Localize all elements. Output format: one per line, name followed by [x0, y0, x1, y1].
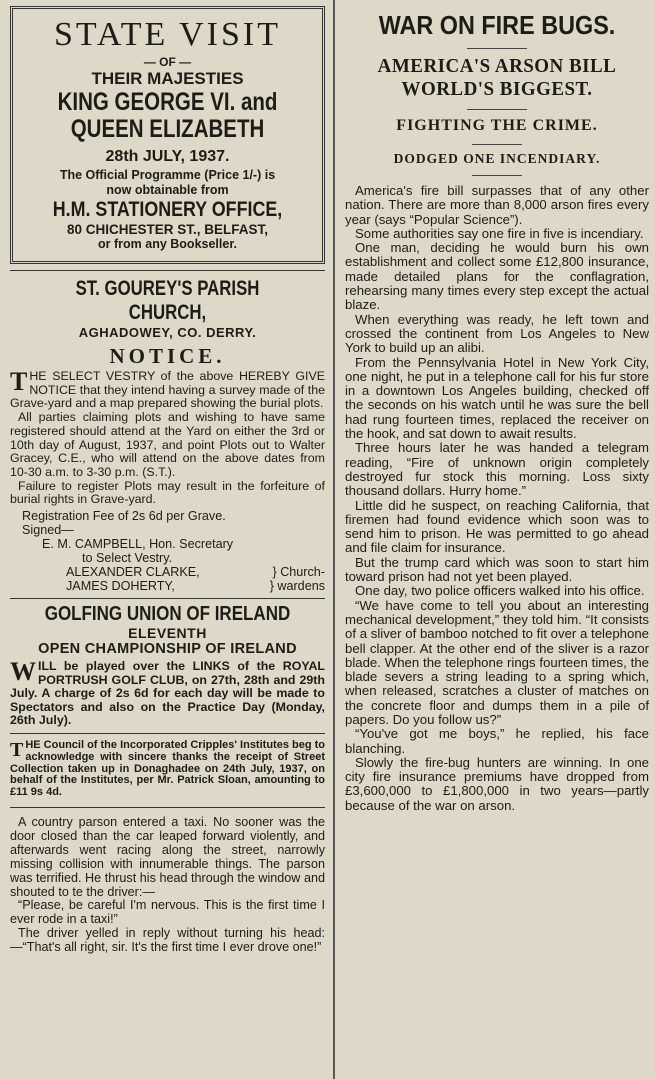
state-visit-queen: QUEEN ELIZABETH [70, 115, 265, 143]
golf-body: WILL be played over the LINKS of the ROYAL PORTRUSH GOLF CLUB, on 27th, 28th and 29th July. A charge of 2s 6d for each day will be made to Spectators and also on the Practice Day (Monday, 26th July). [10, 657, 325, 728]
church-title: ST. GOUREY'S PARISH CHURCH, [75, 277, 260, 324]
article-paragraph: Little did he suspect, on reaching California, that firemen had found evidence which soon was to send him to prison. He was permitted to go ahead and file claim for insurance. [345, 497, 649, 556]
divider [10, 733, 325, 734]
article-paragraph: When everything was ready, he left town and crossed the continent from Los Angeles to New York to build up an alibi. [345, 311, 649, 356]
divider [10, 598, 325, 599]
article-subhead-1: AMERICA'S ARSON BILL WORLD'S BIGGEST. [377, 55, 617, 100]
taxi-story [10, 816, 325, 955]
article-paragraph: But the trump card which was soon to start him toward prison had not yet been played. [345, 554, 649, 585]
state-visit-programme-2: now obtainable from [106, 183, 229, 197]
golf-open: OPEN CHAMPIONSHIP OF IRELAND [38, 641, 297, 658]
divider [10, 807, 325, 808]
article-paragraph: Slowly the fire-bug hunters are winning. In one city fire insurance premiums have dropped from £3,600,000 to £1,800,000 in two years—partly because of the war on arson. [345, 754, 649, 813]
golf-eleventh: ELEVENTH [128, 625, 207, 642]
article-paragraph: “You've got me boys,” he replied, his face blanching. [345, 726, 649, 756]
article-headline: WAR ON FIRE BUGS. [378, 10, 616, 40]
state-visit-king: KING GEORGE VI. and [57, 88, 278, 116]
state-visit-programme-1: The Official Programme (Price 1/-) is [59, 168, 276, 182]
golf-notice [10, 603, 325, 728]
state-visit-address: 80 CHICHESTER ST., BELFAST, [66, 222, 269, 237]
article-body [345, 184, 649, 813]
article-paragraph: One man, deciding he would burn his own establishment and collect some £12,800 insurance, made detailed plans for the conflagration, rehearsing many times every step except the actual blaze. [345, 240, 649, 313]
church-para-3: Failure to register Plots may result in the forfeiture of burial rights in Grave-yard. [10, 478, 325, 507]
article-paragraph: America's fire bill surpasses that of any other nation. There are more than 8,000 arson fires every year (says “Popular Science”). [345, 183, 649, 227]
state-visit-their-majesties: THEIR MAJESTIES [91, 69, 244, 88]
article-paragraph: Three hours later he was handed a telegram reading, “Fire of unknown origin completely destroyed fur stock this morning. Loss sixty thousand dollars. Hurry home.” [345, 440, 649, 499]
article-subhead-2: FIGHTING THE CRIME. [396, 117, 598, 134]
article-paragraph: From the Pennsylvania Hotel in New York City, one night, he put in a telephone call for his fur store in a downtown Los Angeles building, checked off the seconds on his watch until he was sure the bell had rung fourteen times, replaced the receiver on the hook, and sat down to await results. [345, 354, 649, 442]
article-paragraph: One day, two police officers walked into his office. [355, 583, 645, 599]
church-notice [10, 277, 325, 593]
church-para-2: All parties claiming plots and wishing to have same registered should attend at the Yard on either the 3rd or 10th day of August, 1937, and point Plots out to Walter Gracey, C.E., who will attend on the above dates from 10-30 a.m. to 3-30 p.m. (S.T.). [10, 410, 325, 479]
divider [10, 270, 325, 271]
divider [467, 109, 527, 110]
taxi-para-2: “Please, be careful I'm nervous. This is the first time I ever rode in a taxi!” [10, 898, 325, 927]
column-rule [333, 0, 335, 1079]
taxi-para-3: The driver yelled in reply without turning his head:—“That's all right, sir. It's the first time I ever drove one!” [10, 926, 325, 955]
article-paragraph: “We have come to tell you about an interesting mechanical development,” they told him. “It consists of a sliver of bamboo notched to fit over a telephone bell clapper. At the other end of the sliver is a razor blade. When the telephone rings fourteen times, the blade severs a string leading to a spring which, when released, scratches a cluster of matches on the concrete floor and dumps them in a pile of papers. Do you follow us?” [345, 597, 649, 727]
article-subhead-3: DODGED ONE INCENDIARY. [393, 151, 601, 166]
right-column [337, 0, 655, 1079]
drop-cap: W [10, 657, 36, 687]
church-warden-1: ALEXANDER CLARKE, } Church- [66, 565, 325, 580]
cripples-notice: THE Council of the Incorporated Cripples' Institutes beg to acknowledge with sincere thanks the receipt of Street Collection taken up in Donaghadee on 24th July, 1937, on behalf of the Institutes, per Mr. Patrick Sloan, amounting to £11 9s 4d. [10, 739, 325, 799]
drop-cap: T [10, 367, 28, 396]
church-para-1: THE SELECT VESTRY of the above HEREBY GIVE NOTICE that they intend having a survey made of the Grave-yard and a map prepared showing the burial plots. [10, 367, 325, 411]
church-to-vestry: to Select Vestry. [82, 551, 173, 566]
state-visit-or: or from any Bookseller. [98, 237, 237, 251]
article-paragraph: Some authorities say one fire in five is incendiary. [355, 225, 644, 241]
church-secretary: E. M. CAMPBELL, Hon. Secretary [42, 537, 234, 552]
divider [472, 144, 522, 145]
golf-title: GOLFING UNION OF IRELAND [44, 603, 291, 626]
state-visit-date: 28th JULY, 1937. [105, 148, 230, 165]
divider [467, 48, 527, 49]
church-fee: Registration Fee of 2s 6d per Grave. [22, 509, 226, 524]
state-visit-office: H.M. STATIONERY OFFICE, [52, 198, 283, 221]
state-visit-advert [10, 6, 325, 264]
taxi-para-1: A country parson entered a taxi. No sooner was the door closed than the car leaped forward violently, and afterwards went racing along the street, narrowly missing collision with innumerable things. The parson was terrified. He thrust his head through the window and shouted to te the driver:— [10, 814, 325, 899]
drop-cap: T [10, 739, 24, 761]
church-location: AGHADOWEY, CO. DERRY. [78, 325, 257, 340]
church-notice-heading: NOTICE. [109, 344, 226, 368]
divider [472, 175, 522, 176]
church-warden-2: JAMES DOHERTY, } wardens [66, 579, 325, 594]
state-visit-title: STATE VISIT [53, 16, 282, 53]
church-signed: Signed— [22, 523, 74, 538]
state-visit-of: — OF — [143, 55, 192, 69]
